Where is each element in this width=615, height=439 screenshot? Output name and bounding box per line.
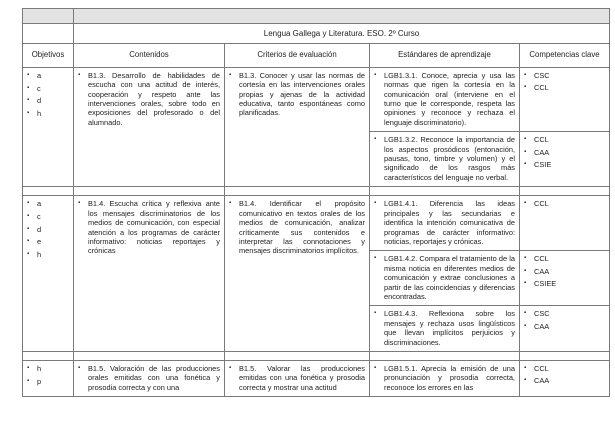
spacer-cell [74, 351, 225, 360]
estandar-list [374, 254, 515, 301]
estandar-list [374, 364, 515, 392]
column-header-competencias: Competencias clave [520, 44, 610, 67]
competencia-item: ▪ CAA [524, 267, 605, 276]
spacer-cell [370, 351, 520, 360]
list-item: ▪ c [27, 84, 69, 93]
competencias-list [524, 254, 605, 288]
spacer-cell [370, 187, 520, 196]
list-item: ▪ c [27, 212, 69, 221]
top-band-cell [74, 9, 610, 24]
competencia-item: ▪ CAA [524, 322, 605, 331]
title-spacer-cell [23, 24, 74, 44]
header-row [23, 44, 610, 67]
competencias-cell [520, 306, 610, 352]
estandar-list [374, 309, 515, 347]
competencias-cell [520, 196, 610, 251]
objetivos-list [27, 364, 69, 386]
contenido-text: ▪ B1.4. Escucha crítica y reflexiva ante los mensajes discriminatorios de los medios de comunicación, con especial atención a los programas de carácter informativo: noticias reportajes y crónicas [78, 199, 220, 255]
competencia-item: ▪ CSC [524, 309, 605, 318]
top-band-row [23, 9, 610, 24]
table-title: Lengua Gallega y Literatura. ESO. 2º Curso [74, 24, 610, 44]
list-item: ▪ h [27, 364, 69, 373]
list-item: ▪ d [27, 96, 69, 105]
contenidos-cell [74, 196, 225, 352]
spacer-cell [520, 351, 610, 360]
estandar-text: ▪ LGB1.4.1. Diferencia las ideas principales y las secundarias e identifica la intención comunicativa de programas de carácter informativo: noticias, reportajes y crónicas. [374, 199, 515, 246]
competencias-cell [520, 360, 610, 396]
criterio-text: ▪ B1.5. Valorar las producciones emitidas con una fonética y prosodia correcta y mostrar una actitud [229, 364, 365, 392]
criterios-cell [225, 196, 370, 352]
column-header-criterios: Criterios de evaluación [225, 44, 370, 67]
list-item: ▪ d [27, 225, 69, 234]
objetivos-list [27, 199, 69, 259]
competencia-item: ▪ CCL [524, 254, 605, 263]
contenidos-list [78, 71, 220, 127]
competencia-item: ▪ CSIE [524, 160, 605, 169]
competencias-list [524, 71, 605, 93]
criterios-cell [225, 67, 370, 186]
competencia-item: ▪ CCL [524, 135, 605, 144]
contenidos-cell [74, 67, 225, 186]
contenidos-list [78, 364, 220, 392]
estandar-text: ▪ LGB1.3.2. Reconoce la importancia de los aspectos prosódicos (entonación, pausas, tono, timbre y volumen) y el significado de los rasgos más característicos del lenguaje no verbal. [374, 135, 515, 182]
competencia-item: ▪ CCL [524, 83, 605, 92]
list-item: ▪ p [27, 377, 69, 386]
spacer-cell [74, 187, 225, 196]
criterios-list [229, 199, 365, 255]
competencia-item: ▪ CCL [524, 364, 605, 373]
competencia-item: ▪ CCL [524, 199, 605, 208]
competencia-item: ▪ CAA [524, 148, 605, 157]
spacer-cell [23, 351, 74, 360]
criterio-text: ▪ B1.4. Identificar el propósito comunicativo en textos orales de los medios de comunicación, analizar críticamente sus contenidos e interpretar las connotaciones y mensajes discriminatorios implícitos. [229, 199, 365, 255]
competencias-list [524, 309, 605, 331]
spacer-cell [23, 187, 74, 196]
competencias-list [524, 364, 605, 386]
criterios-list [229, 71, 365, 118]
table-row [23, 196, 610, 251]
estandar-cell [370, 132, 520, 187]
spacer-cell [225, 187, 370, 196]
competencias-list [524, 135, 605, 169]
objetivos-cell [23, 360, 74, 396]
contenidos-cell [74, 360, 225, 396]
curriculum-table [22, 8, 610, 397]
estandar-cell [370, 196, 520, 251]
list-item: ▪ e [27, 237, 69, 246]
title-row [23, 24, 610, 44]
column-header-objetivos: Objetivos [23, 44, 74, 67]
criterio-text: ▪ B1.3. Conocer y usar las normas de cortesía en las intervenciones orales propias y ajenas de la actividad educativa, tanto espontáneas como planificadas. [229, 71, 365, 118]
column-header-estandares: Estándares de aprendizaje [370, 44, 520, 67]
estandar-list [374, 135, 515, 182]
competencias-cell [520, 67, 610, 131]
estandar-list [374, 71, 515, 127]
estandar-cell [370, 306, 520, 352]
list-item: ▪ a [27, 71, 69, 80]
estandar-text: ▪ LGB1.4.2. Compara el tratamiento de la misma noticia en diferentes medios de comunicación y extrae conclusiones a partir de las coincidencias y diferencias encontradas. [374, 254, 515, 301]
list-item: ▪ h [27, 109, 69, 118]
criterios-cell [225, 360, 370, 396]
contenidos-list [78, 199, 220, 255]
competencias-cell [520, 251, 610, 306]
objetivos-cell [23, 67, 74, 186]
estandar-cell [370, 67, 520, 131]
spacer-row [23, 351, 610, 360]
top-band-cell [23, 9, 74, 24]
column-header-contenidos: Contenidos [74, 44, 225, 67]
estandar-cell [370, 360, 520, 396]
spacer-row [23, 187, 610, 196]
estandar-text: ▪ LGB1.3.1. Conoce, aprecia y usa las normas que rigen la cortesía en la comunicación oral (interviene en el turno que le corresponde, respeta las opiniones y reconoce y rechaza el lenguaje discriminatorio). [374, 71, 515, 127]
table-row [23, 67, 610, 131]
list-item: ▪ h [27, 250, 69, 259]
competencias-cell [520, 132, 610, 187]
spacer-cell [520, 187, 610, 196]
spacer-cell [225, 351, 370, 360]
competencia-item: ▪ CSC [524, 71, 605, 80]
table-row [23, 360, 610, 396]
criterios-list [229, 364, 365, 392]
objetivos-list [27, 71, 69, 119]
estandar-text: ▪ LGB1.5.1. Aprecia la emisión de una pronunciación y prosodia correcta, reconoce los errores en las [374, 364, 515, 392]
objetivos-cell [23, 196, 74, 352]
estandar-cell [370, 251, 520, 306]
list-item: ▪ a [27, 199, 69, 208]
contenido-text: ▪ B1.5. Valoración de las producciones orales emitidas con una fonética y prosodia correcta y con una [78, 364, 220, 392]
competencia-item: ▪ CAA [524, 376, 605, 385]
estandar-text: ▪ LGB1.4.3. Reflexiona sobre los mensajes y rechaza usos lingüísticos que llevan implícitos perjuicios y discriminaciones. [374, 309, 515, 347]
contenido-text: ▪ B1.3. Desarrollo de habilidades de escucha con una actitud de interés, cooperación y respeto ante las intervenciones orales, sobre todo en exposiciones del profesorado o del alumnado. [78, 71, 220, 127]
competencias-list [524, 199, 605, 208]
competencia-item: ▪ CSIEE [524, 279, 605, 288]
estandar-list [374, 199, 515, 246]
